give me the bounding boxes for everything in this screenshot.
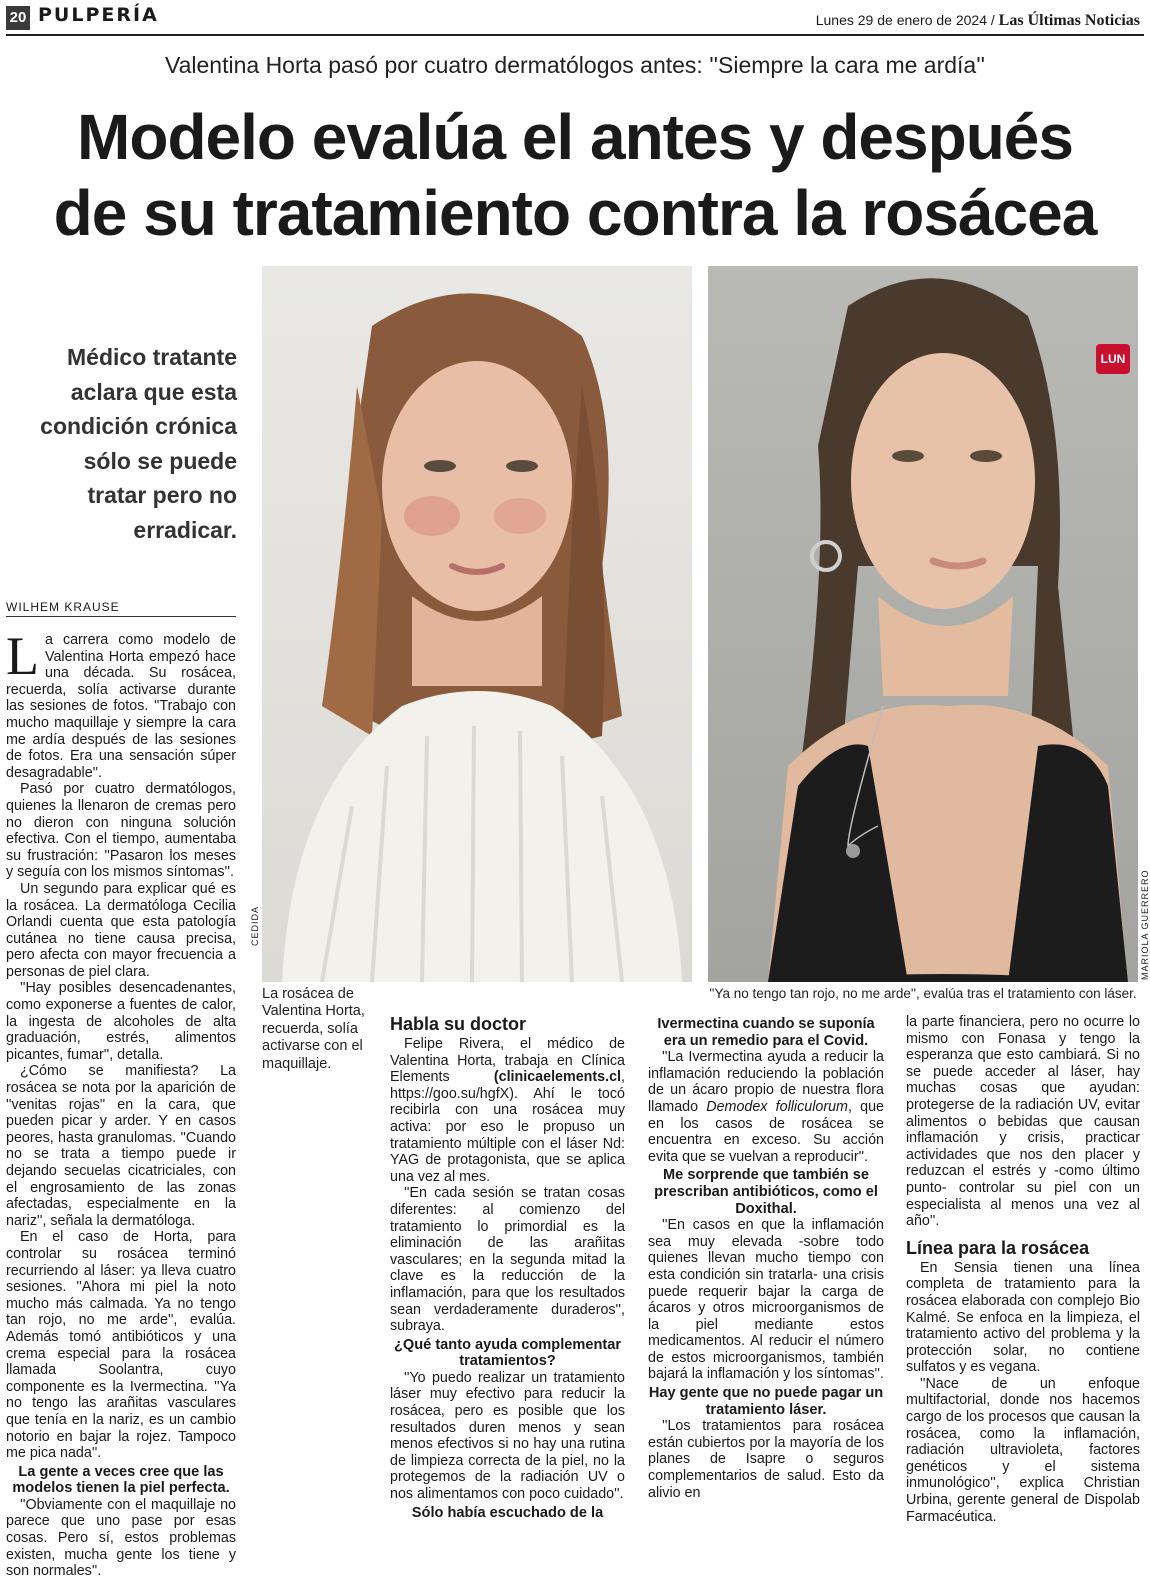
- paragraph: ''Nace de un enfoque multifactorial, donde nos hacemos cargo de los procesos que causan la rosácea, como la inflamación, radiación ultravioleta, factores genéticos y el sistema inmunológico'', explica Christian Urbina, gerente general de Dispolab Farmacéutica.: [906, 1375, 1140, 1525]
- paragraph: Un segundo para explicar qué es la rosácea. La dermatóloga Cecilia Orlandi cuenta que esta patología cutánea no tiene causa precisa, pero afecta con mayor frecuencia a personas de piel clara.: [6, 880, 236, 980]
- subhead: Hay gente que no puede pagar un tratamiento láser.: [648, 1385, 884, 1418]
- paragraph-text: a carrera como modelo de Valentina Horta empezó hace una década. Su rosácea, recuerda, solía activarse durante las sesiones de fotos. ''Trabajo con mucho maquillaje y siempre la cara me ardía después de las sesiones de fotos. Era una sensación súper desagradable''.: [6, 632, 236, 781]
- paragraph: [648, 1049, 884, 1165]
- column-3: [648, 1014, 884, 1501]
- photo-credit-right: MARIOLA GUERRERO: [1140, 869, 1150, 980]
- section-heading: Habla su doctor: [390, 1014, 527, 1034]
- publication-name: Las Últimas Noticias: [998, 12, 1140, 29]
- byline: WILHEM KRAUSE: [6, 600, 236, 617]
- paragraph: ''En casos en que la inflamación sea muy elevada -sobre todo quienes llevan mucho tiempo con esta condición sin tratarla- una crisis puede requerir bajar la carga de ácaros y otros microorganismos de la piel mediante estos medicamentos. Al reducir el número de estos microorganismos, también bajará la inflamación y los síntomas''.: [648, 1217, 884, 1383]
- caption-left: La rosácea de Valentina Horta, recuerda, solía activarse con el maquillaje.: [262, 986, 365, 1072]
- paragraph: ''En cada sesión se tratan cosas diferentes: al comienzo del tratamiento lo primordial es la eliminación de las arañitas vasculares; en la segunda mitad la clave es la reducción de la inflamación, para que los resultados sean verdaderamente duraderos'', subraya.: [390, 1185, 625, 1335]
- paragraph: ''Hay posibles desencadenantes, como exponerse a fuentes de calor, la ingesta de alcoholes de alta graduación, estrés, alimentos picantes, fumar'', detalla.: [6, 980, 236, 1063]
- paragraph-text: ''La Ivermectina ayuda a reducir la inflamación reduciendo la población de un ácaro propio de nuestra flora llamado: [648, 1049, 884, 1115]
- paragraph: ¿Cómo se manifiesta? La rosácea se nota por la aparición de ''venitas rojas'' en la cara, que pueden picar y arder. Y en casos peores, hasta granulomas. ''Cuando no se trata a tiempo puede ir dejando secuelas cicatriciales, con el engrosamiento de las zonas afectadas, especialmente en la nariz'', señala la dermatóloga.: [6, 1063, 236, 1229]
- before-portrait-illustration: [262, 266, 692, 982]
- column-1: [6, 626, 236, 1580]
- before-photo: [262, 266, 692, 982]
- subhead: ¿Qué tanto ayuda complementar tratamientos?: [393, 1336, 622, 1370]
- paragraph: [390, 1036, 625, 1185]
- subhead: Me sorprende que también se prescriban antibióticos, como el Doxithal.: [654, 1167, 878, 1217]
- drop-cap: L: [6, 626, 39, 686]
- paragraph-text: , https://goo.su/hgfX). Ahí le tocó recibirla con una rosácea muy activa: por eso le propuso un tratamiento múltiple con el láser Nd: YAG de protagonista, que se aplica una vez al mes.: [390, 1069, 625, 1185]
- issue-date: Lunes 29 de enero de 2024 /: [815, 12, 999, 28]
- paragraph: En Sensia tienen una línea completa de tratamiento para la rosácea elaborada con complejo Bio Kalmé. Se enfoca en la limpieza, el tratamiento activo del problema y la protección solar, no contiene sulfatos y es vegana.: [906, 1259, 1140, 1376]
- photo-credit-left: CEDIDA: [250, 905, 260, 946]
- paragraph: Pasó por cuatro dermatólogos, quienes la llenaron de cremas pero no dieron con ninguna solución efectiva. Con el tiempo, aumentaba su frustración: ''Pasaron los meses y seguía con los mismos síntomas''.: [6, 781, 236, 881]
- after-portrait-illustration: [708, 266, 1138, 982]
- paragraph: ''Yo puedo realizar un tratamiento láser muy efectivo para reducir la rosácea, pero es posible que los resultados duren menos y sean menos efectivos si no hay una rutina de limpieza correcta de la piel, no la protegemos de la radiación UV o nos alimentamos con poco cuidado''.: [390, 1369, 625, 1503]
- column-2: [390, 1014, 625, 1521]
- dateline: [816, 12, 1140, 30]
- paragraph-text: , que en los casos de rosácea se encuentra en exceso. Su acción evita que se vuelvan a reproducir''.: [648, 1098, 884, 1165]
- paragraph: En el caso de Horta, para controlar su rosácea terminó recurriendo al láser: ya lleva cuatro sesiones. ''Ahora mi piel la noto mucho más calmada. Ya no tengo tan rojo, no me arde'', evalúa. Además tomó antibióticos y una crema especial para la rosácea llamada Soolantra, cuyo componente es la Ivermectina. ''Ya no tengo las arañitas vasculares que tenía en la nariz, es un cambio notorio en bajar la rojez. Tampoco me pica nada''.: [6, 1229, 236, 1462]
- caption-right: ''Ya no tengo tan rojo, no me arde'', evalúa tras el tratamiento con láser.: [709, 986, 1137, 1001]
- species-name: Demodex folliculorum: [706, 1098, 848, 1115]
- section-heading: Línea para la rosácea: [906, 1237, 1090, 1258]
- header-rule: [6, 34, 1144, 36]
- column-4: [906, 1014, 1140, 1525]
- kicker: Valentina Horta pasó por cuatro dermatólogos antes: ''Siempre la cara me ardía'': [164, 52, 985, 78]
- headline: [0, 100, 1150, 251]
- paragraph: ''Los tratamientos para rosácea están cubiertos por la mayoría de los planes de Isapre o seguros complementarios de salud. Esto da alivio en: [648, 1418, 884, 1501]
- lun-logo: LUN: [1096, 344, 1130, 374]
- website-link: (clinicaelements.cl: [493, 1069, 622, 1086]
- section-title: PULPERÍA: [38, 4, 159, 26]
- page-number: 20: [6, 6, 30, 30]
- deck: Médico tratante aclara que esta condición crónica sólo se puede tratar pero no erradicar.: [40, 344, 237, 543]
- subhead: La gente a veces cree que las modelos tienen la piel perfecta.: [12, 1463, 230, 1497]
- subhead: Ivermectina cuando se suponía era un remedio para el Covid.: [657, 1016, 875, 1049]
- headline-line-2: de su tratamiento contra la rosácea: [53, 176, 1097, 249]
- paragraph: la parte financiera, pero no ocurre lo mismo con Fonasa y tengo la esperanza que esto cambiará. Si no se puede acceder al láser, hay muchas cosas que ayudan: protegerse de la radiación UV, evitar alimentos o bebidas que causan inflamación y crisis, practicar actividades que nos den placer y reduzcan el estrés y -como último punto- controlar su piel con un especialista al menos una vez al año''.: [906, 1014, 1140, 1230]
- paragraph: ''Obviamente con el maquillaje no parece que uno pase por esas cosas. Pero sí, estos problemas existen, mucha gente los tiene y son normales''.: [6, 1496, 236, 1580]
- paragraph-text: Felipe Rivera, el médico de Valentina Horta, trabaja en Clínica Elements: [390, 1036, 625, 1086]
- paragraph: [6, 626, 236, 781]
- after-photo: [708, 266, 1138, 982]
- headline-line-1: Modelo evalúa el antes y después: [77, 101, 1073, 173]
- subhead: Sólo había escuchado de la: [411, 1504, 604, 1521]
